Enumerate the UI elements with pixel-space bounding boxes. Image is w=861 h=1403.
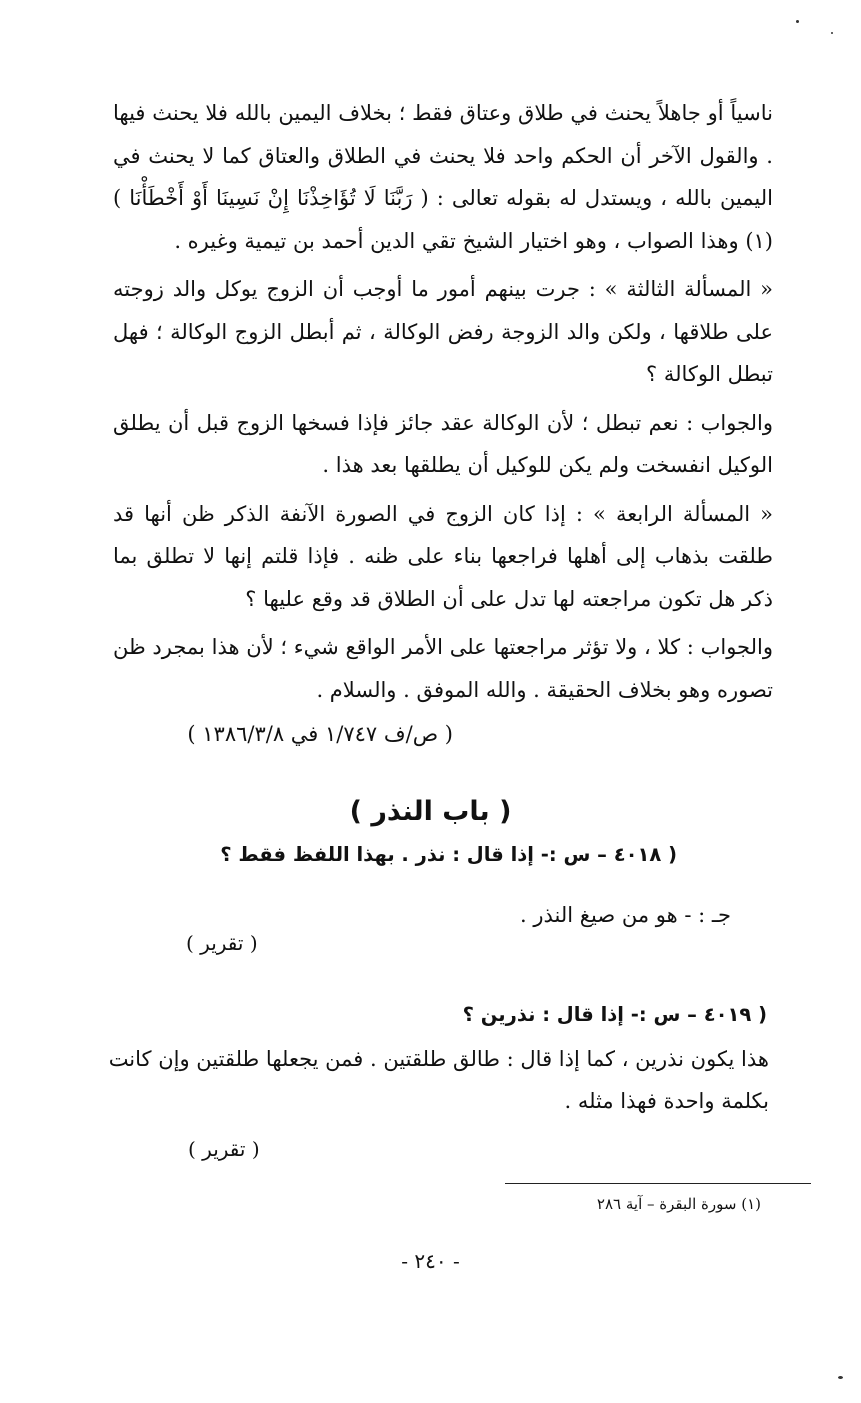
scan-speck xyxy=(831,32,833,34)
body-text xyxy=(113,92,773,711)
paragraph-fourth-issue: « المسألة الرابعة » : إذا كان الزوج في الصورة الآنفة الذكر ظن أنها قد طلقت بذهاب إلى أهلها فراجعها بناء على ظنه . فإذا قلتم إنها لا تطلق بما ذكر هل تكون مراجعته لها تدل على أن الطلاق قد وقع عليها ؟ xyxy=(113,501,773,611)
answer-4018: جـ : - هو من صيغ النذر . xyxy=(520,903,731,927)
page-number: - ٢٤٠ - xyxy=(401,1249,460,1273)
paragraph-third-issue: « المسألة الثالثة » : جرت بينهم أمور ما أوجب أن الزوج يوكل والد زوجته على طلاقها ، ولكن والد الزوجة رفض الوكالة ، ثم أبطل الزوج الوكالة ؛ فهل تبطل الوكالة ؟ xyxy=(113,277,773,386)
question-4019: ( ٤٠١٩ – س :- إذا قال : نذرين ؟ xyxy=(462,1003,767,1026)
scan-speck xyxy=(838,1376,843,1379)
fatwa-reference: ( ص/ف ١/٧٤٧ في ١٣٨٦/٣/٨ ) xyxy=(187,722,453,746)
paragraph-fourth-answer: والجواب : كلا ، ولا تؤثر مراجعتها على الأمر الواقع شيء ؛ لأن هذا بمجرد ظن تصوره وهو بخلاف الحقيقة . والله الموفق . والسلام . xyxy=(113,635,773,702)
answer-4019: هذا يكون نذرين ، كما إذا قال : طالق طلقتين . فمن يجعلها طلقتين وإن كانت بكلمة واحدة فهذا مثله . xyxy=(108,1047,769,1113)
source-note: ( تقرير ) xyxy=(188,1137,260,1161)
paragraph-vow-forgetfulness: ناسياً أو جاهلاً يحنث في طلاق وعتاق فقط ؛ بخلاف اليمين بالله فلا يحنث فيها . والقول الآخر أن الحكم واحد فلا يحنث في الطلاق والعتاق كما لا يحنث في اليمين بالله ، ويستدل له بقوله تعالى : ( رَبَّنَا لَا تُؤَاخِذْنَا إِنْ نَسِينَا أَوْ أَخْطَأْنَا ) (١) وهذا الصواب ، وهو اختيار الشيخ تقي الدين أحمد بن تيمية وغيره . xyxy=(113,101,773,253)
question-4018: ( ٤٠١٨ – س :- إذا قال : نذر . بهذا اللفظ فقط ؟ xyxy=(220,843,677,866)
chapter-title: ( باب النذر ) xyxy=(349,796,512,827)
footnote: (١) سورة البقرة – آية ٢٨٦ xyxy=(596,1195,761,1213)
paragraph-third-answer: والجواب : نعم تبطل ؛ لأن الوكالة عقد جائز فإذا فسخها الزوج قبل أن يطلق الوكيل انفسخت ولم يكن للوكيل أن يطلقها بعد هذا . xyxy=(113,410,773,477)
scan-speck xyxy=(796,20,799,23)
footnote-divider xyxy=(505,1183,811,1184)
source-note: ( تقرير ) xyxy=(186,931,258,955)
